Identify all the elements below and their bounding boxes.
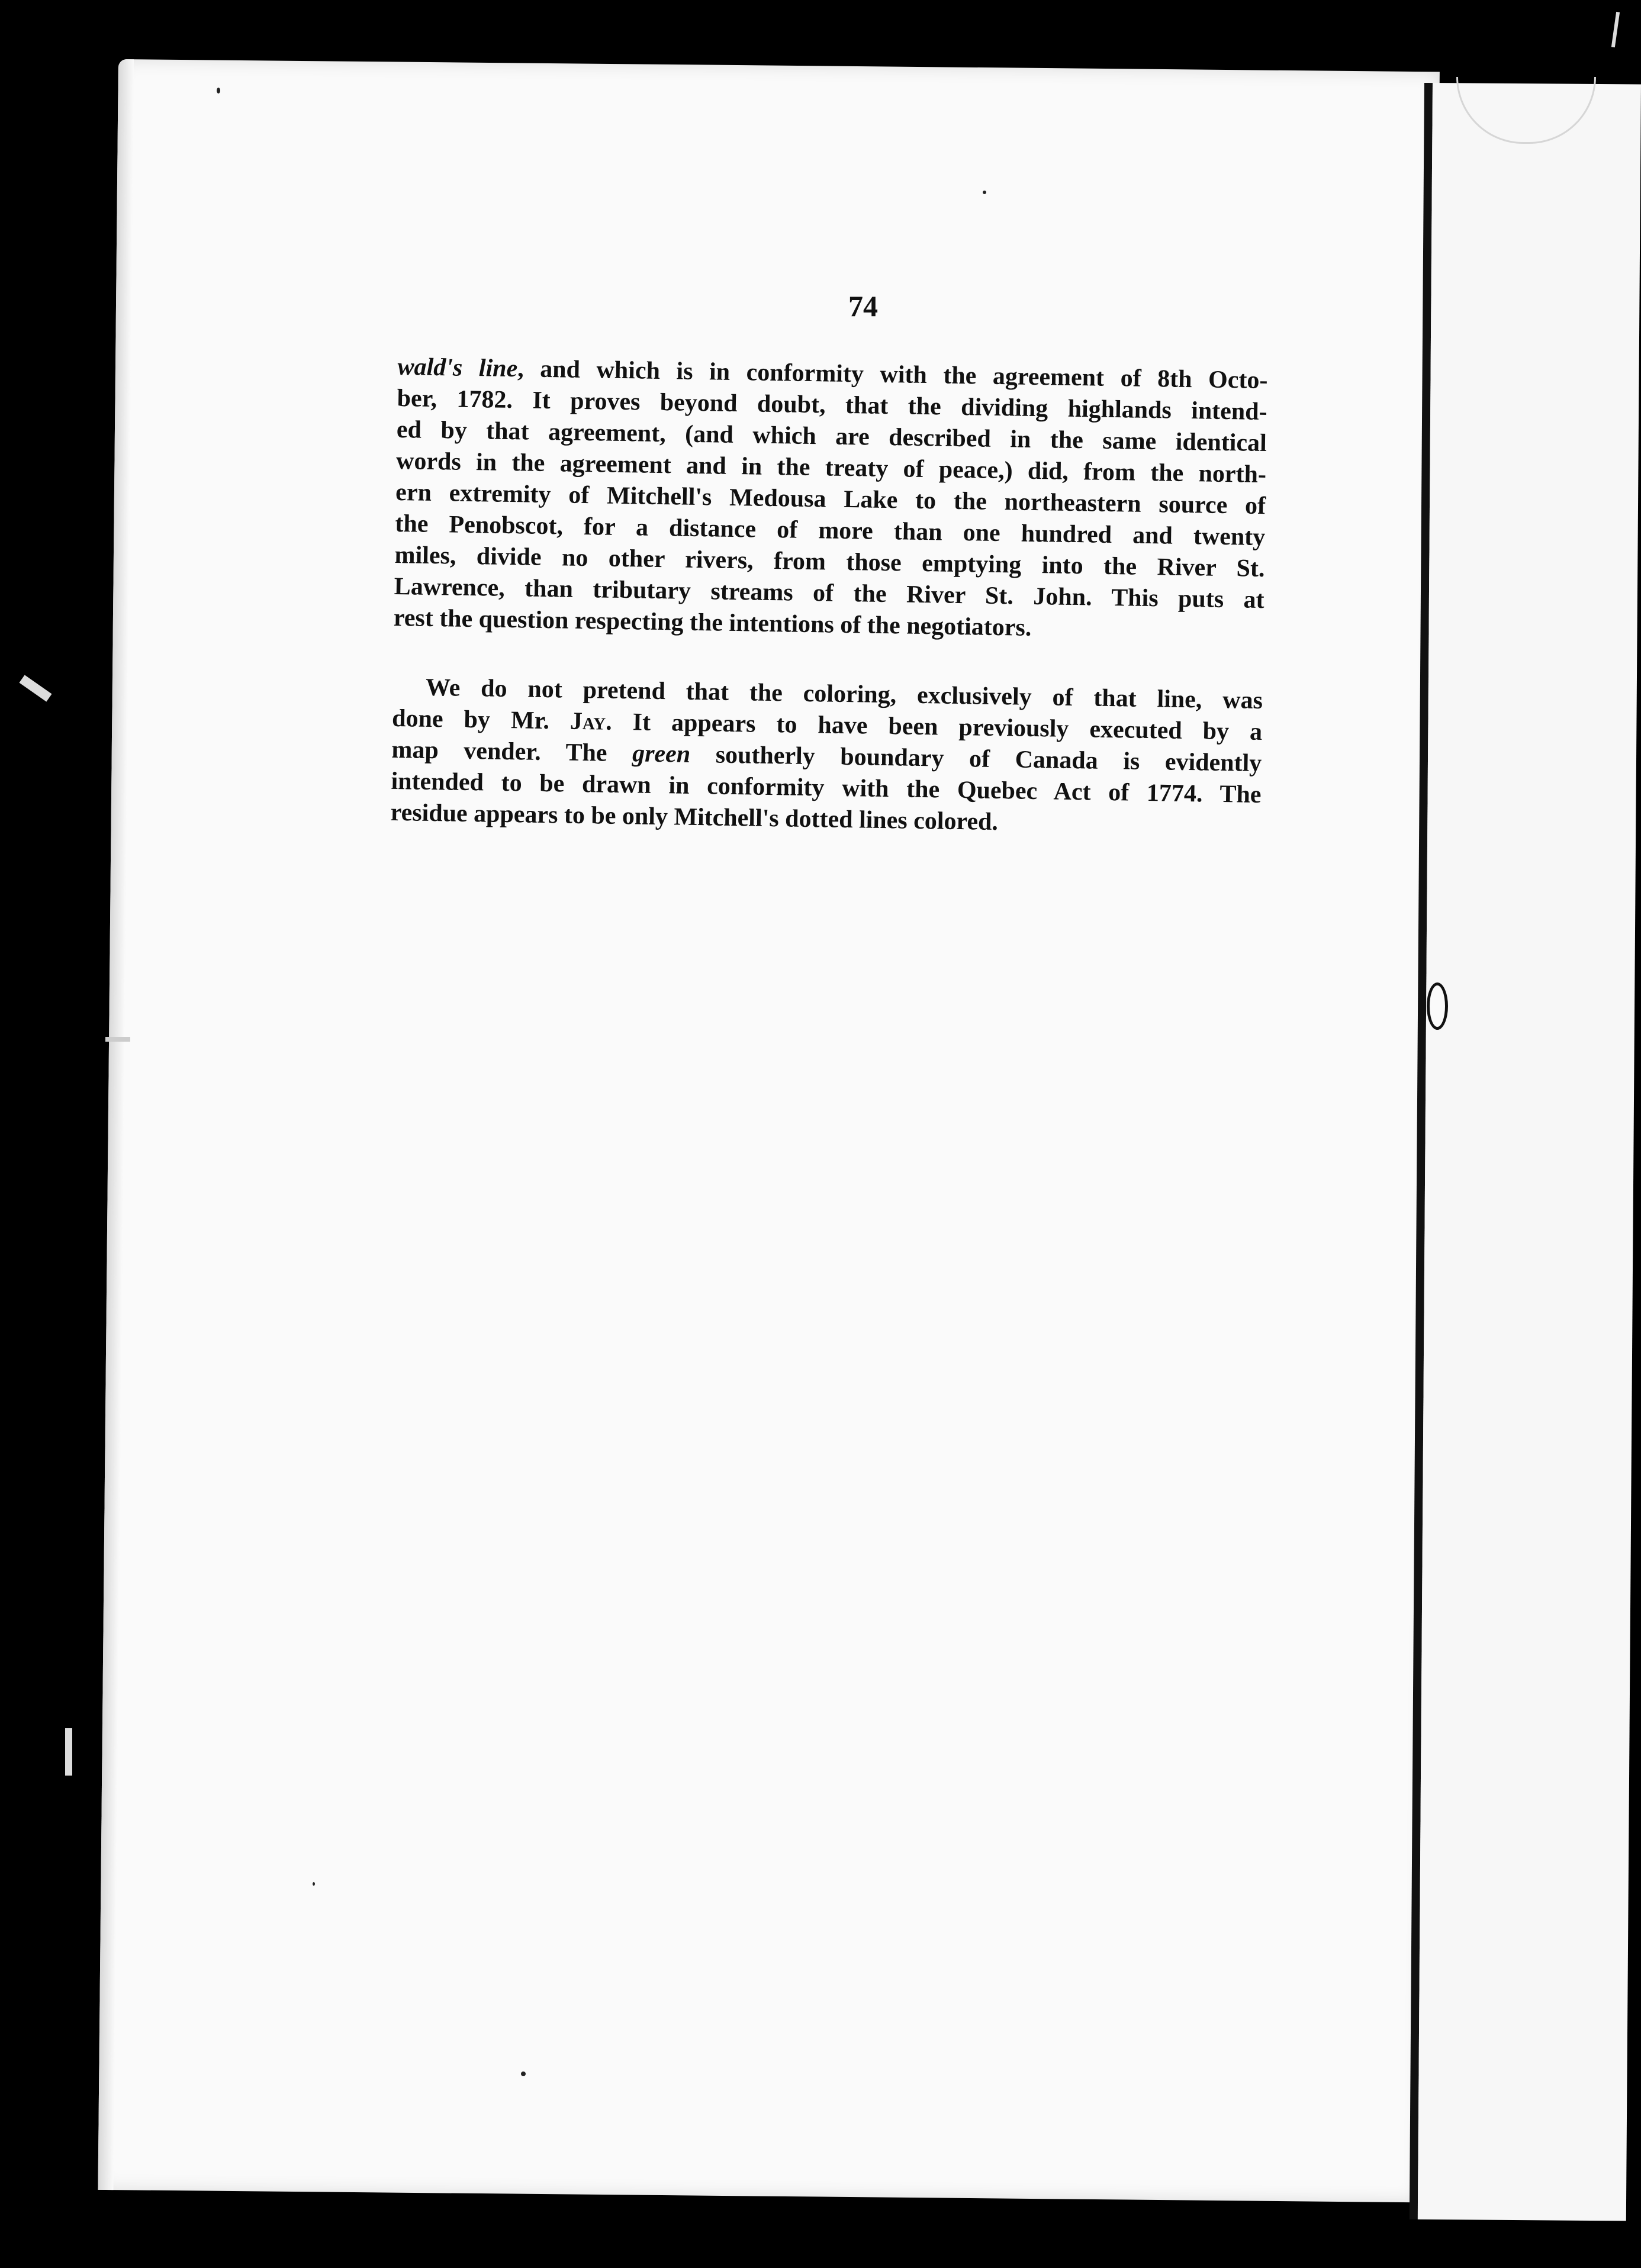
facing-page — [1418, 83, 1641, 2221]
text-line: intended to be drawn in conformity with the Quebec Act of 1774. The — [391, 767, 1262, 808]
text-line: miles, divide no other rivers, from those emptying into the River St. — [394, 541, 1265, 583]
scan-speck — [217, 88, 220, 94]
text-run: map vender. The — [391, 736, 633, 768]
margin-scrap — [65, 1728, 72, 1776]
paragraph-2 — [390, 672, 1263, 842]
text-run: southerly boundary of Canada is evidently — [690, 740, 1262, 778]
margin-scrap — [105, 1037, 130, 1042]
scan-speck — [983, 191, 986, 194]
smallcaps-name: Jay — [569, 707, 606, 736]
gutter-clip-mark — [1427, 982, 1448, 1030]
text-run: done by Mr. — [391, 704, 571, 735]
text-line: residue appears to be only Mitchell's dotted lines colored. — [390, 798, 999, 836]
scan-speck — [521, 2072, 526, 2076]
text-line: ern extremity of Mitchell's Medousa Lake to the northeastern source of — [395, 478, 1266, 520]
page-number: 74 — [848, 289, 878, 323]
text-line: ed by that agreement, (and which are described in the same identical — [396, 415, 1267, 458]
text-line: words in the agreement and in the treaty of peace,) did, from the north- — [395, 447, 1267, 489]
text-run: , and which is in conformity with the agreement of 8th Octo- — [517, 355, 1268, 395]
text-line: the Penobscot, for a distance of more than one hundred and twenty — [395, 510, 1266, 552]
paragraph-1 — [394, 352, 1268, 647]
text-line: Lawrence, than tributary streams of the River St. John. This puts at — [394, 572, 1264, 614]
scan-speck — [313, 1882, 315, 1886]
italic-word: green — [632, 740, 691, 768]
text-line: We do not pretend that the coloring, exclusively of that line, was — [425, 674, 1263, 715]
text-line: ber, 1782. It proves beyond doubt, that the dividing highlands intend- — [397, 384, 1267, 426]
page-text — [390, 352, 1267, 842]
text-line: rest the question respecting the intentions of the negotiators. — [393, 604, 1032, 642]
text-run: . It appears to have been previously executed by a — [605, 708, 1263, 746]
italic-phrase: wald's line — [397, 353, 518, 383]
